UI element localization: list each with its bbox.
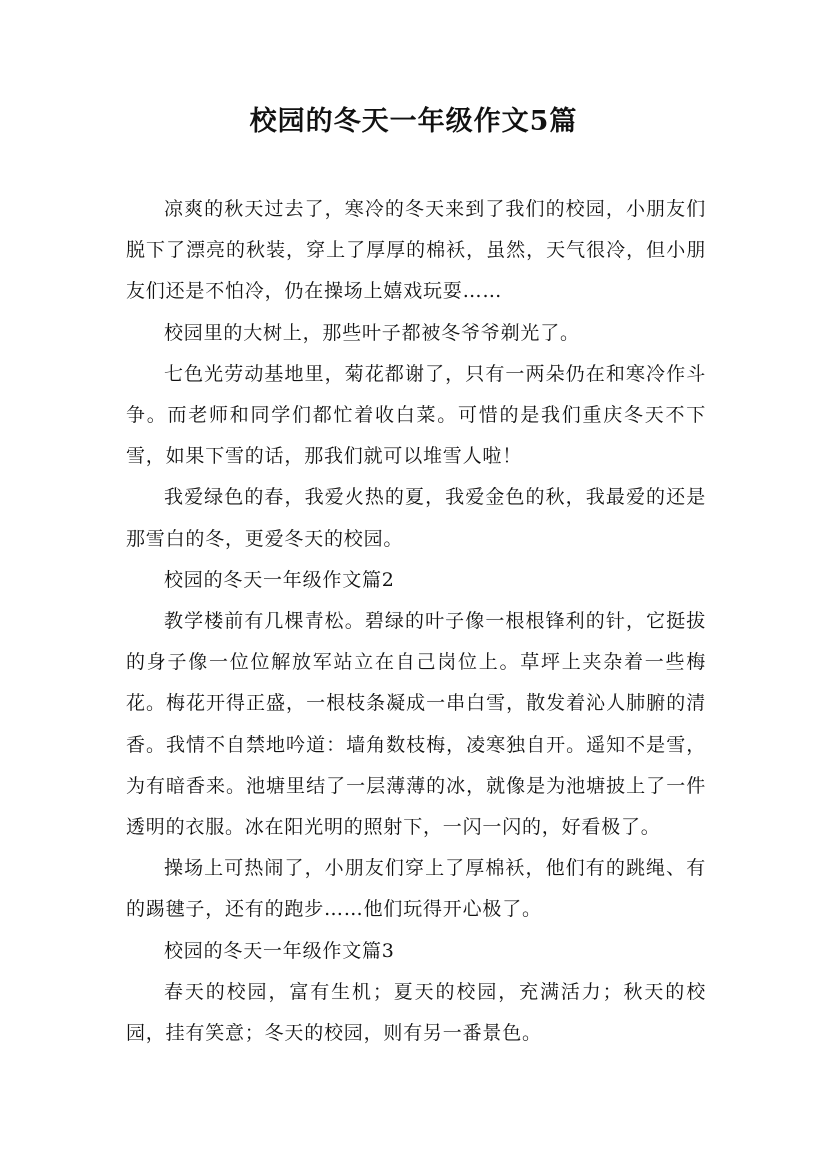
article-body (126, 189, 706, 1054)
section-heading-2: 校园的冬天一年级作文篇2 (164, 568, 395, 591)
paragraph-4: 我爱绿色的春，我爱火热的夏，我爱金色的秋，我最爱的还是那雪白的冬，更爱冬天的校园。 (126, 486, 706, 550)
section-heading-3: 校园的冬天一年级作文篇3 (164, 939, 395, 962)
paragraph-1: 凉爽的秋天过去了，寒冷的冬天来到了我们的校园，小朋友们脱下了漂亮的秋装，穿上了厚厚的棉袄，虽然，天气很冷，但小朋友们还是不怕冷，仍在操场上嬉戏玩耍…… (126, 198, 706, 303)
paragraph-3: 七色光劳动基地里，菊花都谢了，只有一两朵仍在和寒冷作斗争。而老师和同学们都忙着收白菜。可惜的是我们重庆冬天不下雪，如果下雪的话，那我们就可以堆雪人啦！ (126, 362, 706, 468)
paragraph-6: 操场上可热闹了，小朋友们穿上了厚棉袄，他们有的跳绳、有的踢毽子，还有的跑步……他们玩得开心极了。 (126, 857, 706, 921)
page-title: 校园的冬天一年级作文5篇 (249, 106, 578, 137)
paragraph-2: 校园里的大树上，那些叶子都被冬爷爷剃光了。 (164, 321, 580, 344)
paragraph-7: 春天的校园，富有生机；夏天的校园，充满活力；秋天的校园，挂有笑意；冬天的校园，则有另一番景色。 (126, 980, 706, 1045)
paragraph-5: 教学楼前有几棵青松。碧绿的叶子像一根根锋利的针，它挺拔的身子像一位位解放军站立在自己岗位上。草坪上夹杂着一些梅花。梅花开得正盛，一根枝条凝成一串白雪，散发着沁人肺腑的清香。我情不自禁地吟道：墙角数枝梅，凌寒独自开。遥知不是雪，为有暗香来。池塘里结了一层薄薄的冰，就像是为池塘披上了一件透明的衣服。冰在阳光明的照射下，一闪一闪的，好看极了。 (126, 610, 706, 839)
